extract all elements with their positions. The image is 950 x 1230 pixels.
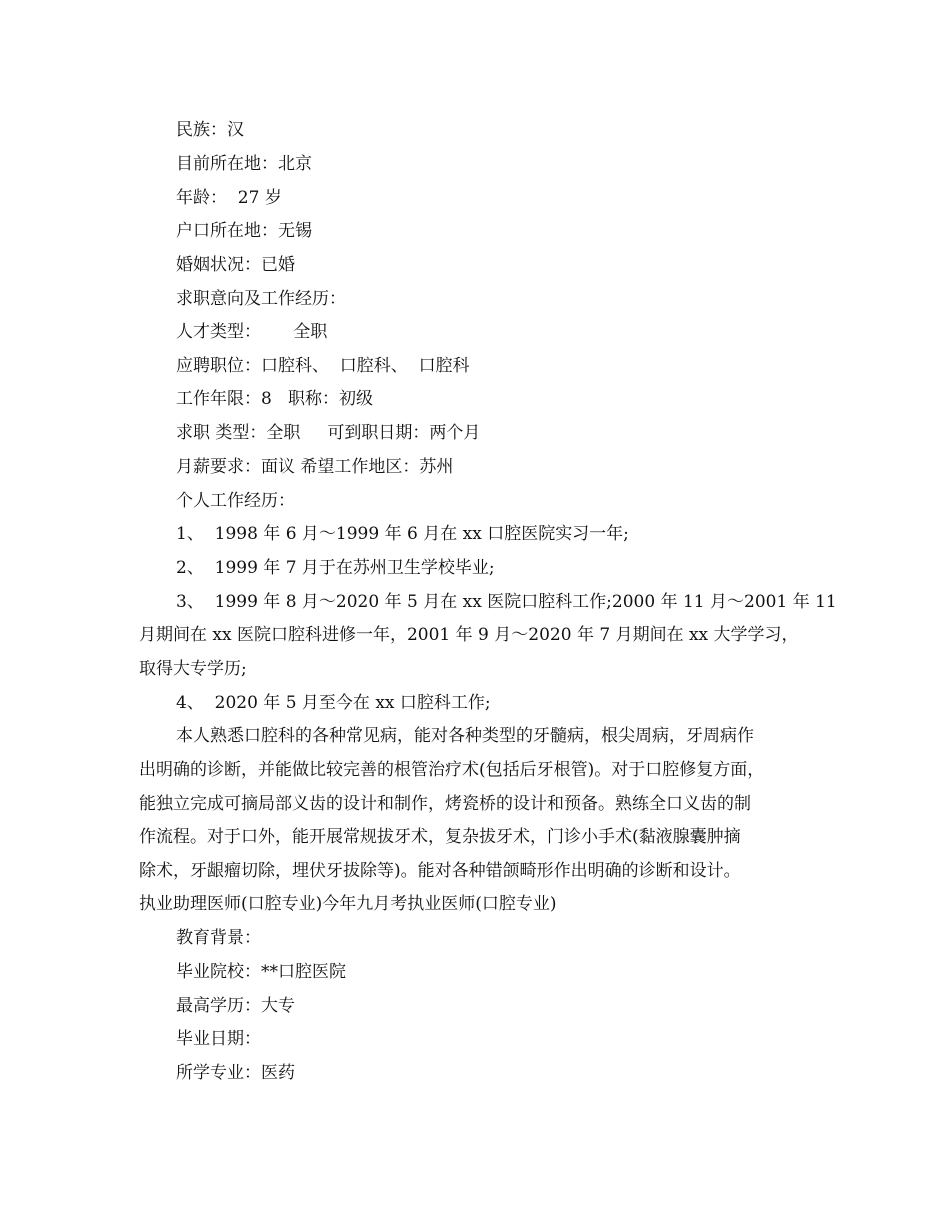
marital-status-field: 婚姻状况：已婚 xyxy=(176,255,295,275)
experience-item-2: 2、 1999 年 7 月于在苏州卫生学校毕业; xyxy=(176,558,495,578)
graduation-date-field: 毕业日期： xyxy=(176,1029,261,1049)
job-intent-heading: 求职意向及工作经历： xyxy=(176,289,346,309)
hukou-field: 户口所在地：无锡 xyxy=(176,221,312,241)
experience-heading: 个人工作经历： xyxy=(176,491,295,511)
summary-line-2: 出明确的诊断，并能做比较完善的根管治疗术(包括后牙根管)。对于口腔修复方面， xyxy=(139,760,765,780)
job-type-start-field: 求职 类型：全职 可到职日期：两个月 xyxy=(176,423,481,443)
summary-line-6: 执业助理医师(口腔专业)今年九月考执业医师(口腔专业) xyxy=(139,894,557,914)
experience-item-3-line-1: 3、 1999 年 8 月～2020 年 5 月在 xx 医院口腔科工作;2000 年 11 月～2001 年 11 xyxy=(176,592,837,612)
summary-line-3: 能独立完成可摘局部义齿的设计和制作，烤瓷桥的设计和预备。熟练全口义齿的制 xyxy=(139,794,751,814)
summary-line-1: 本人熟悉口腔科的各种常见病，能对各种类型的牙髓病，根尖周病，牙周病作 xyxy=(176,726,754,746)
summary-line-5: 除术，牙龈瘤切除，埋伏牙拔除等)。能对各种错颌畸形作出明确的诊断和设计。 xyxy=(139,861,741,881)
school-field: 毕业院校：**口腔医院 xyxy=(176,962,346,982)
experience-item-1: 1、 1998 年 6 月～1999 年 6 月在 xx 口腔医院实习一年; xyxy=(176,524,629,544)
experience-item-3-line-2: 月期间在 xx 医院口腔科进修一年，2001 年 9 月～2020 年 7 月期间在 xx 大学学习， xyxy=(139,625,799,645)
experience-item-4: 4、 2020 年 5 月至今在 xx 口腔科工作; xyxy=(176,693,491,713)
positions-field: 应聘职位：口腔科、 口腔科、 口腔科 xyxy=(176,356,470,376)
degree-field: 最高学历：大专 xyxy=(176,996,295,1016)
salary-area-field: 月薪要求：面议 希望工作地区：苏州 xyxy=(176,457,454,477)
ethnicity-field: 民族：汉 xyxy=(176,120,244,140)
current-location-field: 目前所在地：北京 xyxy=(176,154,312,174)
major-field: 所学专业：医药 xyxy=(176,1063,295,1083)
talent-type-field: 人才类型： 全职 xyxy=(176,322,328,342)
age-field: 年龄： 27 岁 xyxy=(176,188,282,208)
years-title-field: 工作年限：8 职称：初级 xyxy=(176,389,374,409)
experience-item-3-line-3: 取得大专学历; xyxy=(139,659,247,679)
education-heading: 教育背景： xyxy=(176,928,261,948)
summary-line-4: 作流程。对于口外，能开展常规拔牙术，复杂拔牙术，门诊小手术(黏液腺囊肿摘 xyxy=(139,827,741,847)
